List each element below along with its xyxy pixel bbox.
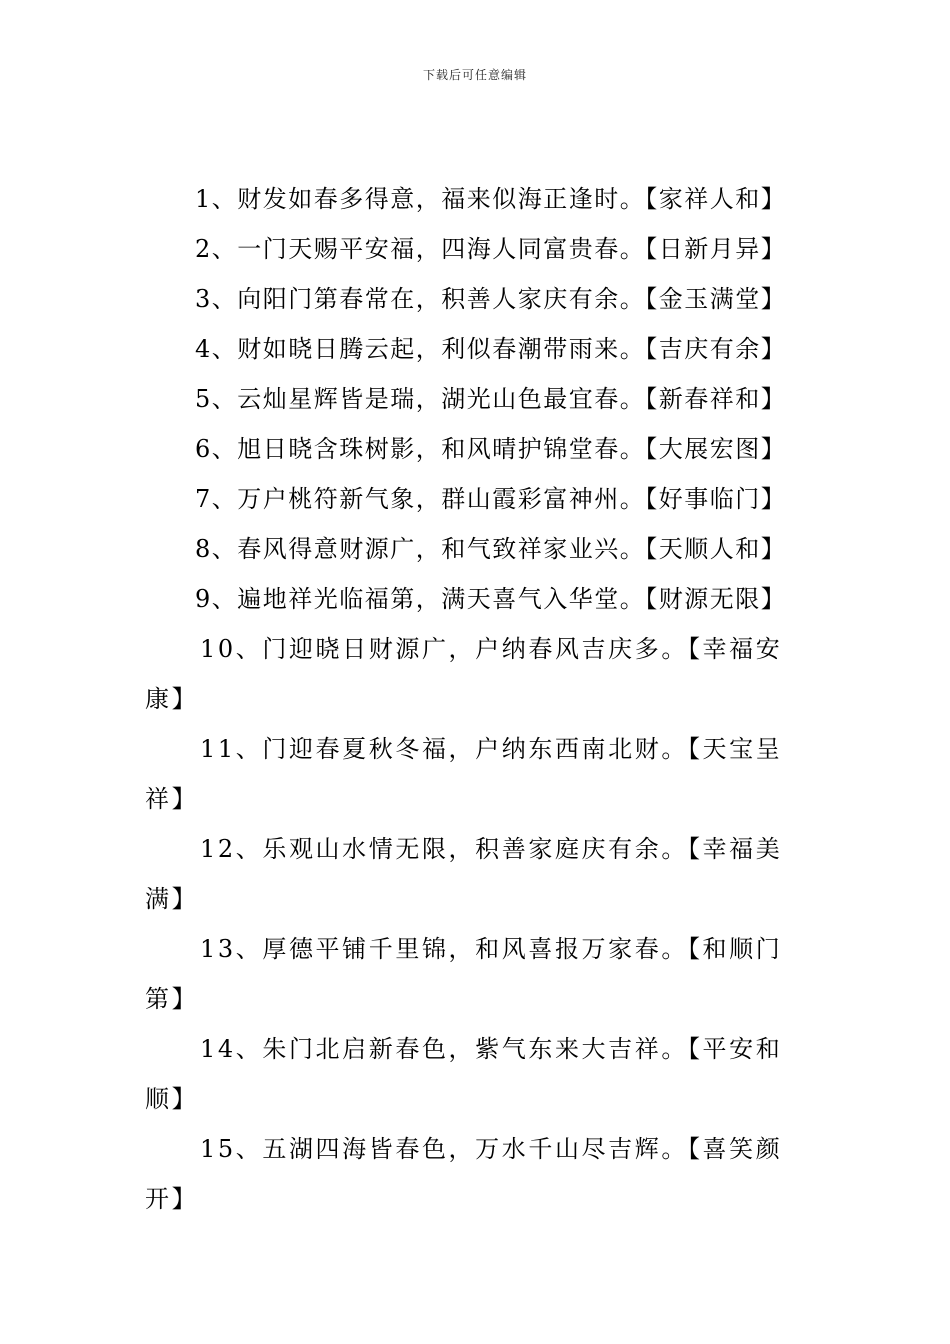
couplet-line: 5、云灿星辉皆是瑞，湖光山色最宜春。【新春祥和】 — [195, 385, 787, 413]
couplet-line: 12、乐观山水情无限，积善家庭庆有余。【幸福美满】 — [145, 835, 783, 913]
couplet-line: 2、一门天赐平安福，四海人同富贵春。【日新月异】 — [195, 235, 787, 263]
header-note: 下载后可任意编辑 — [422, 68, 527, 82]
couplet-line: 11、门迎春夏秋冬福，户纳东西南北财。【天宝呈祥】 — [145, 735, 783, 813]
couplet-line: 14、朱门北启新春色，紫气东来大吉祥。【平安和顺】 — [145, 1035, 783, 1113]
couplet-line: 3、向阳门第春常在，积善人家庆有余。【金玉满堂】 — [195, 285, 787, 313]
couplet-line: 13、厚德平铺千里锦，和风喜报万家春。【和顺门第】 — [145, 935, 783, 1013]
couplet-line: 6、旭日晓含珠树影，和风晴护锦堂春。【大展宏图】 — [195, 435, 787, 463]
couplet-line: 4、财如晓日腾云起，利似春潮带雨来。【吉庆有余】 — [195, 335, 787, 363]
couplet-line: 1、财发如春多得意，福来似海正逢时。【家祥人和】 — [195, 185, 787, 213]
couplet-line: 15、五湖四海皆春色，万水千山尽吉辉。【喜笑颜开】 — [145, 1135, 783, 1213]
couplet-line: 10、门迎晓日财源广，户纳春风吉庆多。【幸福安康】 — [145, 635, 783, 713]
couplet-list — [145, 174, 810, 1224]
couplet-line: 9、遍地祥光临福第，满天喜气入华堂。【财源无限】 — [195, 585, 787, 613]
couplet-line: 7、万户桃符新气象，群山霞彩富神州。【好事临门】 — [195, 485, 787, 513]
couplet-line: 8、春风得意财源广，和气致祥家业兴。【天顺人和】 — [195, 535, 787, 563]
